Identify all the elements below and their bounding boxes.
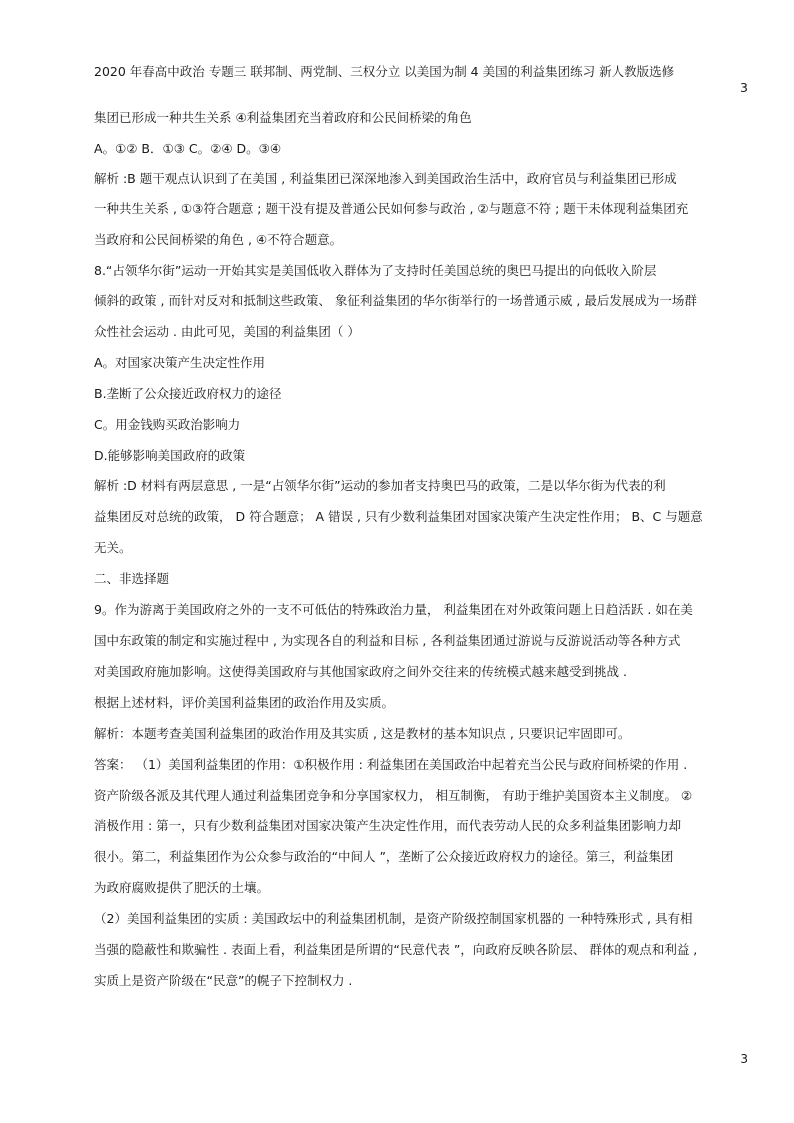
text-line: 倾斜的政策 , 而针对反对和抵制这些政策、 象征利益集团的华尔街举行的一场普通示威 , 最后发展成为一场群 (94, 293, 697, 308)
text-line: 为政府腐败提供了肥沃的土壤。 (94, 880, 270, 895)
text-line: 益集团反对总统的政策， D 符合题意； A 错误 , 只有少数利益集团对国家决策产生决定性作用； B、C 与题意 (94, 509, 703, 524)
text-line: 一种共生关系 , ①③符合题意 ; 题干没有提及普通公民如何参与政治 , ②与题意不符 ; 题干未体现利益集团充 (94, 201, 689, 216)
text-line: 无关。 (94, 540, 132, 555)
text-line: （2）美国利益集团的实质 : 美国政坛中的利益集团机制，是资产阶级控制国家机器的 一种特殊形式 , 具有相 (94, 911, 693, 926)
text-line: 解析 :B 题干观点认识到了在美国 , 利益集团已深深地渗入到美国政治生活中，政府官员与利益集团已形成 (94, 171, 677, 186)
text-line: 8.“占领华尔街”运动一开始其实是美国低收入群体为了支持时任美国总统的奥巴马提出的向低收入阶层 (94, 263, 657, 278)
text-line: 当政府和公民间桥梁的角色 , ④不符合题意。 (94, 232, 343, 247)
text-line: 众性社会运动 . 由此可见，美国的利益集团（ ） (94, 324, 360, 339)
page-header-tail: 3 (740, 80, 748, 95)
text-line: 解析：本题考查美国利益集团的政治作用及其实质 , 这是教材的基本知识点 , 只要识记牢固即可。 (94, 726, 631, 741)
text-line: 答案： （1）美国利益集团的作用：①积极作用 : 利益集团在美国政治中起着充当公民与政府间桥梁的作用 . (94, 757, 688, 772)
text-line: A。对国家决策产生决定性作用 (94, 355, 266, 370)
page-number: 3 (740, 1052, 748, 1066)
page-header-title: 2020 年春高中政治 专题三 联邦制、两党制、三权分立 以美国为制 4 美国的利益集团练习 新人教版选修 (94, 64, 675, 79)
text-line: 9。作为游离于美国政府之外的一支不可低估的特殊政治力量， 利益集团在对外政策问题上日趋活跃 . 如在美 (94, 602, 693, 617)
text-line: 集团已形成一种共生关系 ④利益集团充当着政府和公民间桥梁的角色 (94, 110, 472, 125)
text-line: 很小。第二，利益集团作为公众参与政治的“中间人 ”，垄断了公众接近政府权力的途径。第三，利益集团 (94, 849, 674, 864)
text-line: 国中东政策的制定和实施过程中 , 为实现各自的利益和目标 , 各利益集团通过游说与反游说活动等各种方式 (94, 633, 681, 648)
text-line: A。①② B．①③ C。②④ D。③④ (94, 141, 282, 156)
text-line: 二、非选择题 (94, 571, 170, 586)
text-line: 解析 :D 材料有两层意思 , 一是“占领华尔街”运动的参加者支持奥巴马的政策，二是以华尔街为代表的利 (94, 478, 666, 493)
text-line: 实质上是资产阶级在“民意”的幌子下控制权力 . (94, 973, 353, 988)
text-line: 当强的隐蔽性和欺骗性 . 表面上看，利益集团是所谓的“民意代表 ”，向政府反映各阶层、 群体的观点和利益 , (94, 942, 698, 957)
text-line: 资产阶级各派及其代理人通过利益集团竞争和分享国家权力， 相互制衡， 有助于维护美国资本主义制度。 ② (94, 788, 693, 803)
text-line: B.垄断了公众接近政府权力的途径 (94, 386, 282, 401)
text-line: C。用金钱购买政治影响力 (94, 417, 241, 432)
text-line: D.能够影响美国政府的政策 (94, 448, 246, 463)
text-line: 消极作用 : 第一，只有少数利益集团对国家决策产生决定性作用，而代表劳动人民的众多利益集团影响力却 (94, 818, 682, 833)
text-line: 根据上述材料，评价美国利益集团的政治作用及实质。 (94, 695, 395, 710)
text-line: 对美国政府施加影响。这使得美国政府与其他国家政府之间外交往来的传统模式越来越受到挑战 . (94, 664, 627, 679)
